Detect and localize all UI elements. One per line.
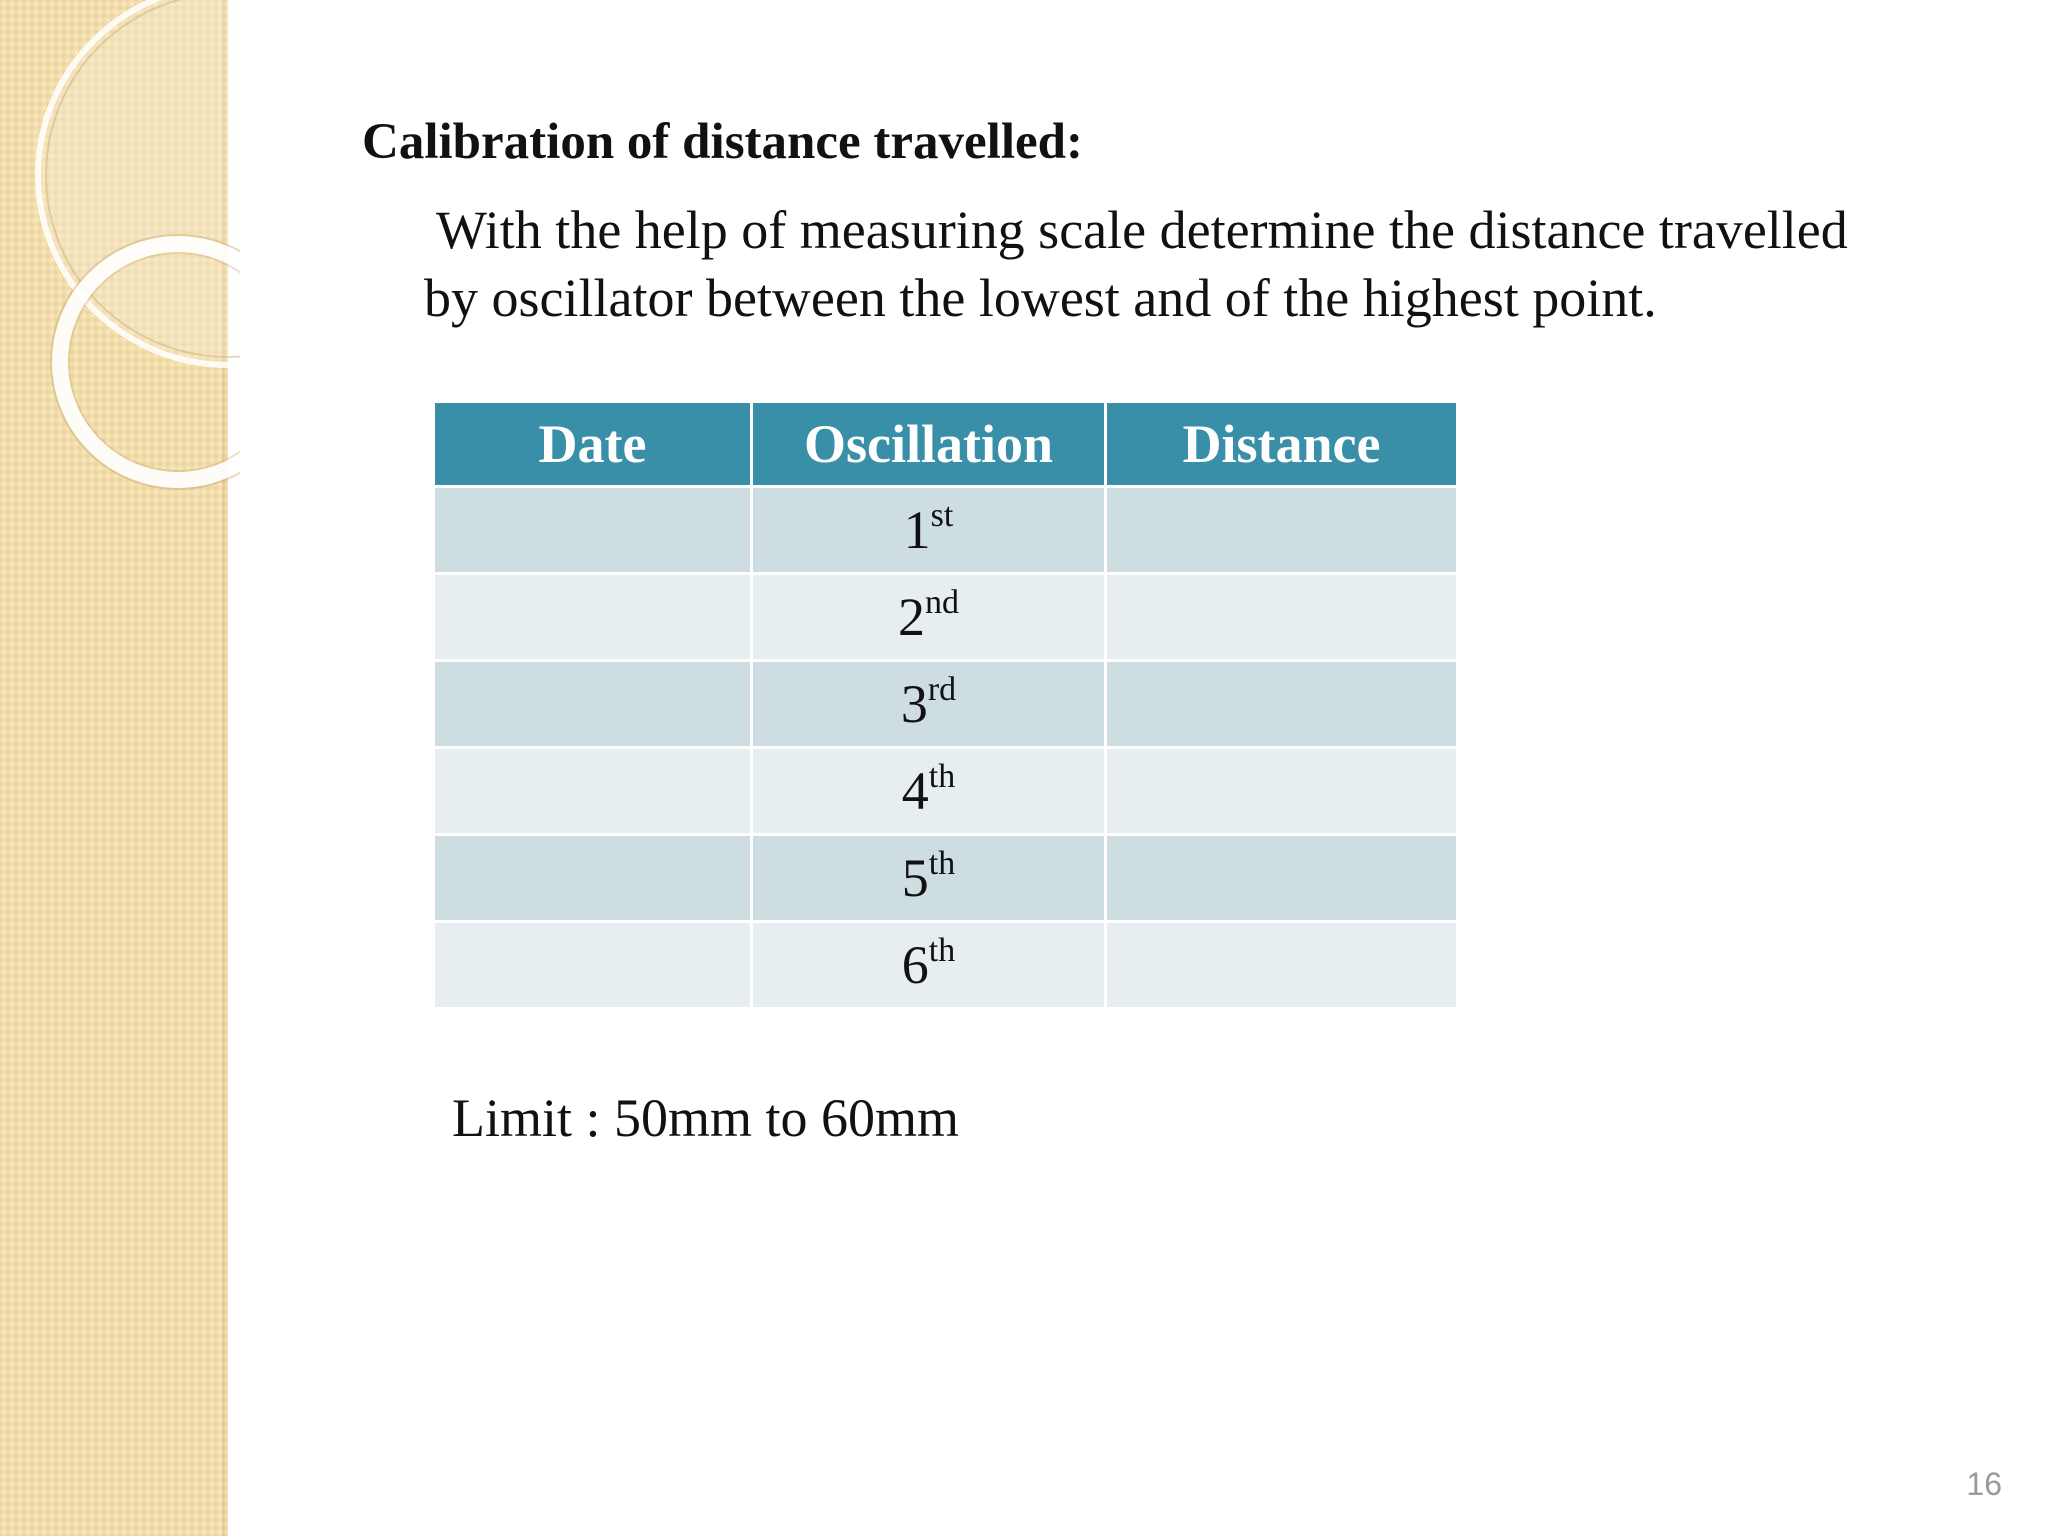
header-date: Date	[434, 402, 752, 487]
date-cell	[434, 574, 752, 661]
date-cell	[434, 922, 752, 1009]
ordinal-suffix: st	[930, 497, 954, 534]
ordinal-number: 4	[901, 761, 929, 821]
ordinal-number: 6	[901, 935, 929, 995]
ordinal-suffix: th	[928, 758, 956, 795]
oscillation-cell	[752, 661, 1106, 748]
date-cell	[434, 487, 752, 574]
distance-cell	[1106, 835, 1458, 922]
ordinal-number: 3	[900, 674, 928, 734]
table-row	[434, 487, 1458, 574]
ordinal-suffix: th	[928, 845, 956, 882]
table-row	[434, 661, 1458, 748]
distance-cell	[1106, 922, 1458, 1009]
distance-cell	[1106, 487, 1458, 574]
table-row	[434, 574, 1458, 661]
ordinal-suffix: rd	[927, 671, 957, 708]
header-oscillation: Oscillation	[752, 402, 1106, 487]
ordinal-number: 5	[901, 848, 929, 908]
paragraph-line-2: by oscillator between the lowest and of the highest point.	[424, 268, 1657, 328]
oscillation-cell	[752, 487, 1106, 574]
distance-cell	[1106, 661, 1458, 748]
instruction-paragraph	[424, 196, 1984, 332]
ordinal-number: 1	[903, 500, 931, 560]
distance-cell	[1106, 748, 1458, 835]
oscillation-cell	[752, 922, 1106, 1009]
table-header-row	[434, 402, 1458, 487]
distance-cell	[1106, 574, 1458, 661]
date-cell	[434, 661, 752, 748]
decorative-rings	[0, 0, 240, 520]
page-number: 16	[1966, 1466, 2002, 1502]
header-distance: Distance	[1106, 402, 1458, 487]
paragraph-line-1: With the help of measuring scale determine the distance travelled	[436, 200, 1848, 260]
table-row	[434, 922, 1458, 1009]
table-row	[434, 835, 1458, 922]
limit-text: Limit : 50mm to 60mm	[452, 1088, 960, 1148]
oscillation-cell	[752, 748, 1106, 835]
oscillation-cell	[752, 574, 1106, 661]
date-cell	[434, 835, 752, 922]
table-row	[434, 748, 1458, 835]
ordinal-suffix: nd	[925, 584, 959, 621]
ordinal-number: 2	[898, 587, 925, 647]
date-cell	[434, 748, 752, 835]
ordinal-suffix: th	[928, 932, 956, 969]
slide-title: Calibration of distance travelled:	[362, 114, 1083, 170]
oscillation-cell	[752, 835, 1106, 922]
calibration-table	[432, 400, 1459, 1010]
